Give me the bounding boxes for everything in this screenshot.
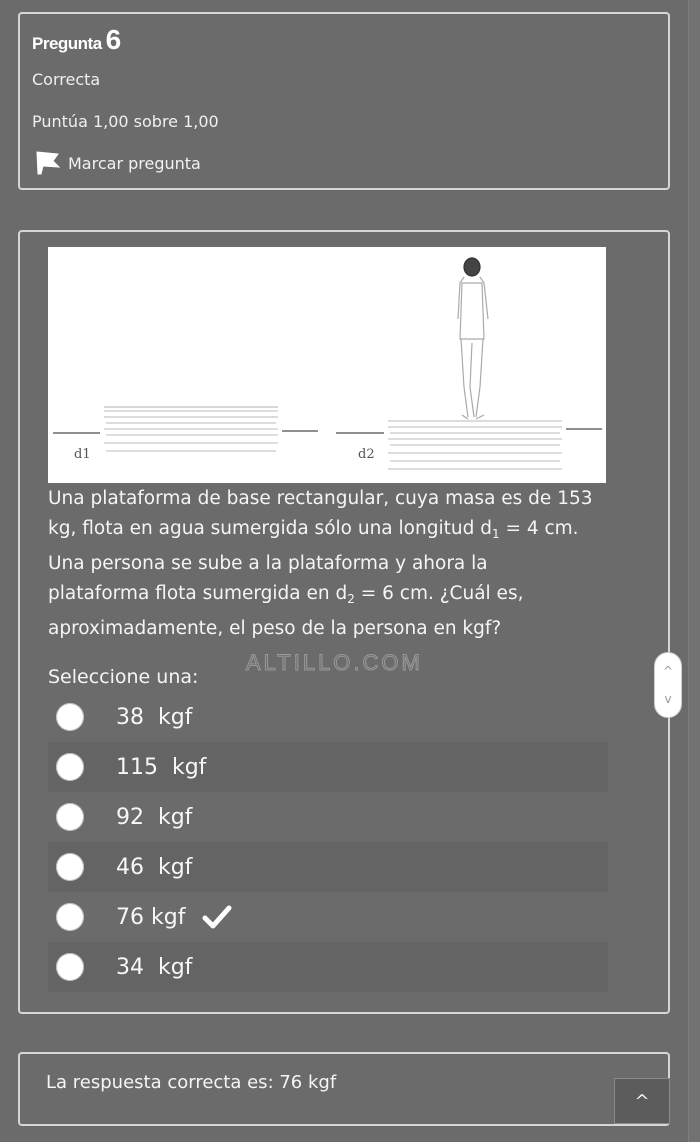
- radio-button[interactable]: [56, 953, 84, 981]
- answer-option-text: 76 kgf: [116, 904, 186, 930]
- question-score: Puntúa 1,00 sobre 1,00: [32, 112, 219, 131]
- scroll-down-icon[interactable]: v: [664, 692, 672, 706]
- question-line: aproximadamente, el peso de la persona en kgf?: [48, 618, 502, 639]
- flag-question-label: Marcar pregunta: [68, 153, 201, 173]
- question-title: [32, 24, 121, 56]
- radio-button[interactable]: [56, 803, 84, 831]
- correct-answer-text: La respuesta correcta es: 76 kgf: [46, 1072, 337, 1093]
- radio-button[interactable]: [56, 703, 84, 731]
- flag-question-button[interactable]: [34, 150, 201, 176]
- question-info-card: [18, 12, 670, 190]
- question-line: kg, flota en agua sumergida sólo una longitud $d_1 = 4$ cm.: [48, 517, 579, 541]
- back-to-top-button[interactable]: [614, 1078, 670, 1124]
- platform-figure: [48, 247, 606, 483]
- answer-options: [48, 692, 608, 992]
- question-status: Correcta: [32, 70, 101, 89]
- answer-option-text: 46 kgf: [116, 854, 193, 880]
- answer-option-text: 34 kgf: [116, 954, 193, 980]
- question-line: Una plataforma de base rectangular, cuya masa es de 153: [48, 488, 593, 509]
- answer-option[interactable]: [48, 842, 608, 892]
- question-label: Pregunta: [32, 34, 102, 53]
- answer-option-text: 115 kgf: [116, 754, 207, 780]
- answer-option-text: 38 kgf: [116, 704, 193, 730]
- answer-option[interactable]: [48, 942, 608, 992]
- watermark: ALTILLO.COM: [246, 650, 423, 675]
- checkmark-icon: [202, 903, 232, 931]
- d2-label: d2: [358, 447, 375, 462]
- question-number: 6: [105, 24, 121, 55]
- answer-option-correct[interactable]: [48, 892, 608, 942]
- scroll-widget[interactable]: [654, 652, 682, 718]
- radio-button[interactable]: [56, 903, 84, 931]
- answer-option[interactable]: [48, 692, 608, 742]
- flag-icon: [34, 150, 62, 176]
- answer-option-text: 92 kgf: [116, 804, 193, 830]
- radio-button[interactable]: [56, 753, 84, 781]
- question-line: plataforma flota sumergida en $d_2 = 6$ cm. ¿Cuál es,: [48, 582, 524, 606]
- d1-label: d1: [74, 447, 91, 462]
- page-scrollbar[interactable]: [688, 0, 700, 1142]
- question-line: Una persona se sube a la plataforma y ahora la: [48, 553, 488, 574]
- question-content-card: [18, 230, 674, 1014]
- answer-option[interactable]: [48, 792, 608, 842]
- platform-diagram: [48, 247, 606, 483]
- select-one-label: Seleccione una:: [48, 666, 199, 688]
- answer-option[interactable]: [48, 742, 608, 792]
- scroll-up-icon[interactable]: ^: [662, 664, 674, 678]
- question-text: [48, 484, 608, 644]
- radio-button[interactable]: [56, 853, 84, 881]
- person-figure: [458, 258, 488, 419]
- chevron-up-icon: ^: [634, 1090, 650, 1112]
- feedback-card: [18, 1052, 670, 1126]
